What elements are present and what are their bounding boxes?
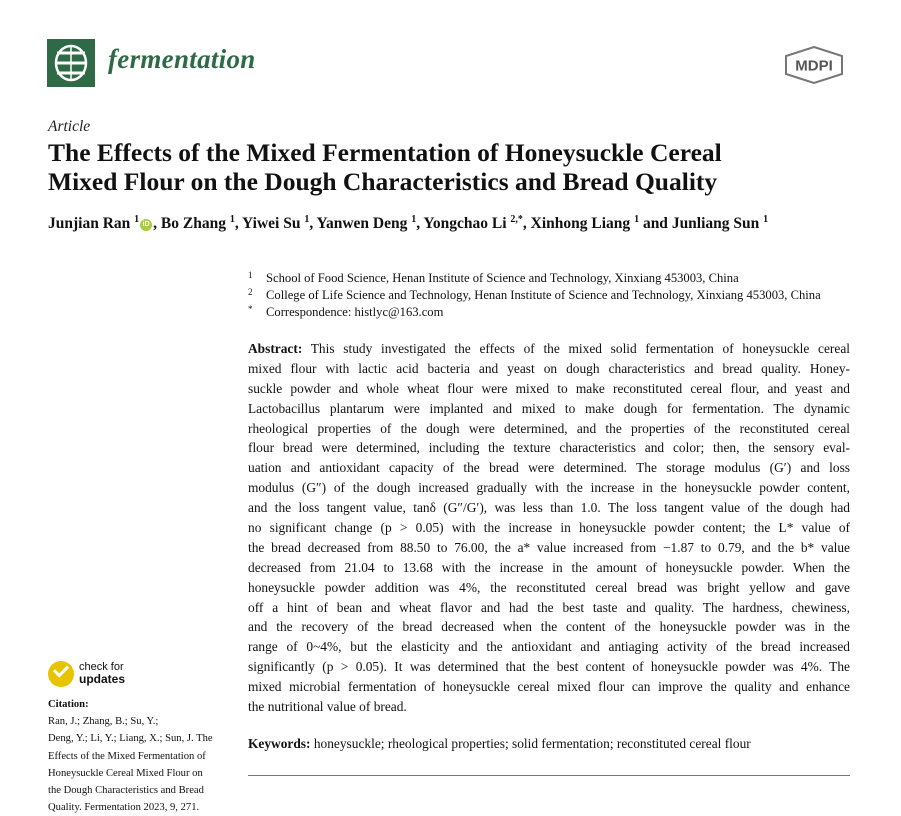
abstract-text: significantly (p > 0.05). It was determined that the best content of honeysuckle powder was 4%. The: [248, 659, 850, 675]
mdpi-logo: [784, 46, 844, 84]
correspondence: [248, 304, 443, 320]
citation-text: Ran, J.; Zhang, B.; Su, Y.;: [48, 716, 159, 728]
affiliation-2: [248, 287, 821, 303]
citation-line: [48, 748, 228, 765]
abstract-line: [248, 518, 850, 538]
citation-line: [48, 730, 228, 747]
citation-text: Effects of the Mixed Fermentation of: [48, 750, 206, 762]
check-updates-line1: check for: [79, 661, 124, 673]
abstract-line: [248, 498, 850, 518]
abstract-line: [248, 438, 850, 458]
author-name[interactable]: Yongchao Li: [423, 215, 507, 233]
citation-line: [48, 696, 228, 730]
affiliation-1: [248, 270, 739, 286]
author-affiliation-sup: 1: [634, 214, 640, 225]
abstract-line: [248, 558, 850, 578]
orcid-icon[interactable]: iD: [140, 219, 152, 231]
correspondence-text: Correspondence: histlyc@163.com: [266, 305, 444, 319]
author-separator: ,: [153, 215, 161, 233]
abstract-text: suckle powder and whole wheat flour were mixed to make reconstituted cereal flour, and yeast and: [248, 380, 850, 396]
author-name[interactable]: Xinhong Liang: [530, 215, 631, 233]
citation: [48, 696, 228, 816]
check-for-updates-badge[interactable]: [48, 660, 158, 690]
abstract-text: and the loss tangent value, tanδ (G″/G′), was less than 1.0. The loss tangent value of the dough had: [248, 500, 850, 516]
abstract-line: [248, 478, 850, 498]
author-separator: ,: [522, 215, 531, 233]
barrel-icon: [47, 39, 95, 87]
author-affiliation-sup: 1: [134, 214, 140, 225]
abstract-text: uation and antioxidant capacity of the bread were determined. The storage modulus (G′) and loss: [248, 460, 850, 476]
author-list: [48, 214, 768, 233]
abstract-text: mixed microbial fermentation of honeysuckle cereal mixed flour can improve the quality and enhance: [248, 679, 850, 695]
author-separator: ,: [309, 215, 317, 233]
abstract-line: [248, 419, 850, 439]
title-line: The Effects of the Mixed Fermentation of Honeysuckle Cereal: [48, 138, 722, 167]
abstract-text: and the recovery of the bread decreased when the content of the honeysuckle powder was in the: [248, 619, 850, 635]
abstract: [248, 339, 850, 717]
check-updates-line2: updates: [79, 672, 126, 686]
abstract-line: [248, 359, 850, 379]
abstract-text: rheological properties of the dough were determined, and the properties of the reconstituted cereal: [248, 420, 850, 436]
publisher-name: MDPI: [795, 57, 833, 75]
author-name[interactable]: Junliang Sun: [671, 215, 760, 233]
abstract-text: the bread decreased from 88.50 to 76.00, the a* value increased from −1.87 to 0.79, and the b* value: [248, 539, 850, 555]
abstract-line: [248, 578, 850, 598]
affiliation-text: School of Food Science, Henan Institute of Science and Technology, Xinxiang 453003, China: [266, 271, 739, 285]
abstract-text: off a hint of bean and wheat flavor and had the best taste and quality. The hardness, chewiness,: [248, 599, 850, 615]
abstract-text: honeysuckle powder addition was 4%, the reconstituted cereal bread was bright yellow and gave: [248, 579, 850, 595]
citation-text: Quality. Fermentation 2023, 9, 271.: [48, 802, 200, 814]
divider: [248, 775, 850, 776]
paper-title: [48, 138, 868, 196]
journal-name: fermentation: [108, 44, 256, 74]
author-separator: ,: [416, 215, 424, 233]
citation-line: [48, 799, 228, 816]
abstract-text: flour bread were determined, including the texture characteristics and color; then, the sensory eval-: [248, 440, 850, 456]
keywords-text: honeysuckle; rheological properties; solid fermentation; reconstituted cereal flour: [310, 736, 751, 751]
author-separator: ,: [234, 215, 243, 233]
author-affiliation-sup: 1: [229, 214, 235, 225]
abstract-line: [248, 617, 850, 637]
author-affiliation-sup: 2,*: [510, 214, 523, 225]
abstract-text: the nutritional value of bread.: [248, 699, 407, 715]
abstract-label: Abstract:: [248, 341, 303, 356]
citation-text: Deng, Y.; Li, Y.; Liang, X.; Sun, J. The: [48, 733, 213, 745]
citation-text: Honeysuckle Cereal Mixed Flour on: [48, 767, 203, 779]
abstract-line: [248, 339, 850, 359]
abstract-text: Lactobacillus plantarum were implanted and mixed to make dough for fermentation. The dynamic: [248, 400, 850, 416]
affiliation-text: College of Life Science and Technology, Henan Institute of Science and Technology, Xinxiang 453003, China: [266, 288, 821, 302]
abstract-line: [248, 677, 850, 697]
abstract-line: [248, 399, 850, 419]
abstract-text: no significant change (p > 0.05) with the increase in honeysuckle powder content; the L* value of: [248, 520, 850, 536]
author-name[interactable]: Yanwen Deng: [316, 215, 408, 233]
author-affiliation-sup: 1: [763, 214, 769, 225]
abstract-line: [248, 379, 850, 399]
abstract-line: [248, 538, 850, 558]
abstract-text: modulus (G″) of the dough increased gradually with the increase in the honeysuckle powder content,: [248, 480, 850, 496]
abstract-text: This study investigated the effects of the mixed solid fermentation of honeysuckle cereal: [302, 341, 850, 356]
author-affiliation-sup: 1: [411, 214, 417, 225]
citation-text: the Dough Characteristics and Bread: [48, 785, 204, 797]
keywords: [248, 736, 751, 752]
abstract-line: [248, 458, 850, 478]
abstract-text: range of 0~4%, but the elasticity and the antioxidant and antiaging activity of the bread increased: [248, 639, 850, 655]
affiliation-marker: 2: [248, 287, 253, 297]
abstract-text: mixed flour with lactic acid bacteria and yeast on dough characteristics and bread quality. Honey-: [248, 360, 850, 376]
citation-label: Citation:: [48, 699, 89, 710]
journal-logo: [47, 39, 95, 87]
author-separator: and: [639, 215, 672, 233]
citation-line: [48, 782, 228, 799]
check-updates-icon: [48, 661, 74, 687]
affiliation-marker: *: [248, 304, 253, 314]
author-name[interactable]: Yiwei Su: [242, 215, 301, 233]
abstract-line: [248, 657, 850, 677]
abstract-text: decreased from 21.04 to 13.68 with the increase in the amount of honeysuckle powder. When the: [248, 559, 850, 575]
author-name[interactable]: Bo Zhang: [160, 215, 226, 233]
keywords-label: Keywords:: [248, 736, 311, 751]
citation-line: [48, 765, 228, 782]
author-name[interactable]: Junjian Ran: [48, 215, 131, 233]
abstract-line: [248, 598, 850, 618]
article-type: Article: [48, 118, 91, 135]
abstract-line: [248, 637, 850, 657]
affiliation-marker: 1: [248, 270, 253, 280]
author-affiliation-sup: 1: [304, 214, 310, 225]
abstract-line: [248, 697, 850, 717]
title-line: Mixed Flour on the Dough Characteristics and Bread Quality: [48, 167, 718, 196]
